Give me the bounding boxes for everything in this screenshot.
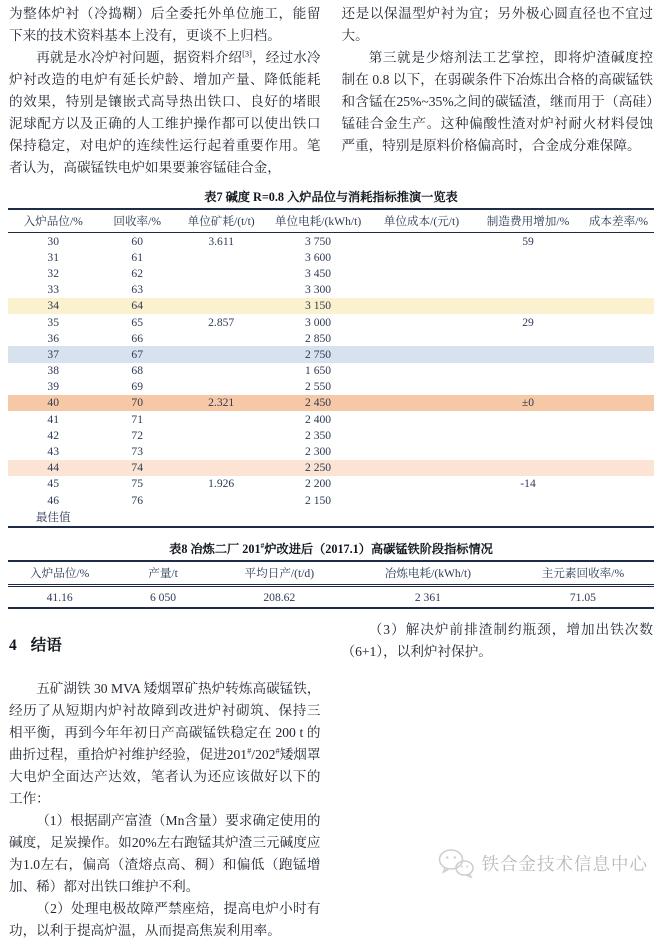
- table-row: [8, 265, 654, 281]
- table-cell: 42: [47, 428, 60, 442]
- table-cell: 67: [131, 347, 143, 361]
- table-cell: 3 450: [305, 266, 332, 280]
- table-cell: [583, 265, 654, 281]
- table-row: [8, 330, 654, 346]
- table-cell: [98, 508, 176, 527]
- table-cell: [370, 265, 473, 281]
- table-cell: [176, 508, 266, 527]
- table-cell: [176, 330, 266, 346]
- table-cell: [583, 427, 654, 443]
- table-cell: 73: [131, 445, 143, 459]
- table-cell: 36: [47, 331, 60, 345]
- table-cell: [176, 427, 266, 443]
- table8: [8, 560, 654, 609]
- paragraph: [9, 47, 321, 179]
- table-cell: [473, 249, 583, 265]
- table-cell: 41.16: [46, 590, 73, 604]
- table-row: [8, 460, 654, 476]
- table-cell: [473, 330, 583, 346]
- paragraph: [342, 3, 654, 47]
- table-cell: [370, 249, 473, 265]
- table-row: [8, 379, 654, 395]
- reference-superscript: [3]: [242, 48, 252, 59]
- text-run: ，经过水冷炉衬改造的电炉有延长炉龄、增加产量、降低能耗的效果，特别是镶嵌式高导热出铁口、良好的堵眼泥球配方以及正确的人工维护操作都可以使出铁口保持稳定，对电炉的连续性运行起着重要作用。笔者认为，高碳锰铁电炉如果要兼容锰硅合金，: [9, 50, 321, 175]
- table-cell: 68: [131, 364, 143, 378]
- table7: [8, 208, 654, 528]
- table-cell: [370, 314, 473, 330]
- table-cell: 65: [131, 315, 143, 329]
- table-row: [8, 508, 654, 527]
- table7-header: [8, 209, 654, 233]
- table-cell: [473, 282, 583, 298]
- wechat-icon: [437, 847, 475, 879]
- table-row: [8, 282, 654, 298]
- table-cell: [370, 508, 473, 527]
- table-cell: 30: [47, 234, 60, 248]
- table-row: [8, 492, 654, 508]
- table-cell: [370, 298, 473, 314]
- table-cell: 3 600: [305, 250, 332, 264]
- table-cell: 2.321: [208, 396, 235, 410]
- table-cell: [176, 298, 266, 314]
- table-cell: 2 750: [305, 347, 332, 361]
- table8-column-header: 平均日产/(t/d): [215, 561, 344, 586]
- table-cell: 76: [131, 493, 143, 507]
- table-cell: [583, 363, 654, 379]
- table7-column-header: 单位矿耗/(t/t): [176, 209, 266, 233]
- text-run: 第三就是少熔剂法工艺掌控，即将炉渣碱度控制在 0.8 以下，在弱碳条件下冶炼出合格的高碳锰铁和含锰在25%~35%之间的碳锰渣，继而用于（高硅）锰硅合金生产。这种偏酸性渣对炉衬耐火材料侵蚀严重，特别是原料价格偏高时，合金成分难保障。: [341, 50, 653, 153]
- top-text-columns: [0, 0, 662, 179]
- table-cell: 45: [47, 477, 60, 491]
- table7-column-header: 回收率/%: [98, 209, 176, 233]
- text-run: /202: [251, 747, 276, 763]
- table-cell: 2 150: [305, 493, 332, 507]
- table-cell: 32: [47, 266, 60, 280]
- table-cell: 41: [47, 412, 60, 426]
- section-number: 4: [9, 637, 17, 655]
- table8-column-header: 产量/t: [111, 561, 214, 586]
- table-row: [8, 233, 654, 250]
- text-run: 还是以保温型炉衬为宜；另外极心圆直径也不宜过大。: [341, 6, 653, 43]
- table-cell: 3 300: [305, 283, 332, 297]
- table7-column-header: 单位成本/(元/t): [370, 209, 473, 233]
- table-cell: 3 000: [305, 315, 332, 329]
- table-cell: 71: [131, 412, 143, 426]
- table-cell: 34: [47, 299, 60, 313]
- table-cell: 2 550: [305, 380, 332, 394]
- table8-body: [8, 586, 654, 609]
- table-cell: 最佳值: [35, 511, 71, 525]
- table-cell: 38: [47, 364, 60, 378]
- table-cell: 1 650: [305, 364, 332, 378]
- table-cell: [176, 265, 266, 281]
- paragraph: [9, 678, 321, 810]
- table-cell: 74: [131, 461, 143, 475]
- table-cell: [370, 395, 473, 411]
- table-cell: [370, 476, 473, 492]
- table-cell: 2 361: [414, 590, 441, 604]
- paragraph: （3）解决炉前排渣制约瓶颈，增加出铁次数（6+1），以利炉衬保护。: [341, 622, 653, 660]
- table-cell: [176, 443, 266, 459]
- watermark-text: 铁合金技术信息中心: [481, 853, 648, 874]
- table-cell: [583, 233, 654, 250]
- table7-header-row: [8, 209, 654, 233]
- table-cell: 3 750: [305, 234, 332, 248]
- table-cell: [176, 379, 266, 395]
- table-cell: [583, 330, 654, 346]
- text-run: 再就是水冷炉衬问题，据资料介绍: [36, 50, 243, 65]
- table-cell: [370, 330, 473, 346]
- table-row: [8, 346, 654, 362]
- table-cell: 72: [131, 428, 143, 442]
- table-cell: 31: [47, 250, 60, 264]
- table8-column-header: 入炉品位/%: [8, 561, 111, 586]
- table-cell: [583, 492, 654, 508]
- table-cell: [583, 476, 654, 492]
- table-cell: 3.611: [208, 234, 234, 248]
- table-row: [8, 427, 654, 443]
- table-cell: 60: [131, 234, 143, 248]
- superscript: #: [247, 745, 252, 756]
- table-cell: 6 050: [149, 590, 177, 604]
- table-cell: [583, 411, 654, 427]
- table-cell: ±0: [521, 396, 535, 410]
- superscript: #: [260, 541, 265, 551]
- table-cell: 2 350: [305, 428, 332, 442]
- table-cell: [473, 379, 583, 395]
- text-run: 五矿湖铁 30 MVA 矮烟罩矿热炉转炼高碳锰铁，经历了从短期内炉衬故障到改进炉衬砌筑、保持三相平衡，再到今年年初日产高碳锰铁稳定在 200 t 的曲折过程，重拾炉衬维护经验，促进201: [9, 681, 321, 763]
- table8-header-row: [8, 561, 654, 586]
- table-cell: [583, 314, 654, 330]
- table-cell: [473, 363, 583, 379]
- table-row: [8, 443, 654, 459]
- conclusion-columns: [0, 619, 662, 942]
- table-cell: [583, 508, 654, 527]
- table8-header: [8, 561, 654, 586]
- table-cell: [473, 443, 583, 459]
- table-cell: [266, 508, 369, 527]
- table-row: [8, 395, 654, 411]
- table-cell: 2 850: [305, 331, 332, 345]
- table-cell: 71.05: [569, 590, 596, 604]
- text-run: 为整体炉衬（冷捣糊）后全委托外单位施工，能留下来的技术资料基本上没有，更谈不上归档。: [9, 6, 321, 43]
- table-row: [8, 411, 654, 427]
- table-cell: 66: [131, 331, 143, 345]
- table8-column-header: 主元素回收率/%: [512, 561, 654, 586]
- table-row: [8, 314, 654, 330]
- table-cell: 64: [131, 299, 143, 313]
- top-left-column: [9, 3, 321, 179]
- table-cell: [370, 379, 473, 395]
- section-heading: [9, 635, 321, 657]
- table-cell: [583, 395, 654, 411]
- table-row: [8, 363, 654, 379]
- footer-watermark: [437, 847, 649, 879]
- top-right-column: [342, 3, 654, 179]
- table-cell: 63: [131, 283, 143, 297]
- table-cell: 39: [47, 380, 60, 394]
- table-cell: 69: [131, 380, 143, 394]
- table-cell: 33: [47, 283, 60, 297]
- table-cell: [473, 411, 583, 427]
- paragraph: [342, 47, 654, 157]
- table-cell: [176, 411, 266, 427]
- table-cell: [583, 379, 654, 395]
- table8-value-row: [8, 586, 654, 609]
- table7-title: 表7 碱度 R=0.8 入炉品位与消耗指标推演一览表: [204, 190, 458, 204]
- table-cell: [370, 346, 473, 362]
- table-cell: [473, 492, 583, 508]
- table-cell: 62: [131, 266, 143, 280]
- table-cell: 2 250: [305, 461, 332, 475]
- table-cell: 59: [522, 234, 534, 248]
- table-cell: 61: [131, 250, 143, 264]
- conclusion-left-column: [9, 619, 321, 942]
- table-cell: [370, 492, 473, 508]
- table-cell: [473, 298, 583, 314]
- table7-column-header: 制造费用增加/%: [473, 209, 583, 233]
- table-cell: 2 300: [305, 445, 332, 459]
- table-row: [8, 249, 654, 265]
- table-cell: 43: [47, 445, 60, 459]
- table8-column-header: 冶炼电耗/(kWh/t): [344, 561, 512, 586]
- table8-title: [0, 540, 662, 557]
- paragraph: （1）根据副产富渣（Mn含量）要求确定使用的碱度，足炭操作。如20%左右跑锰其炉渣三元碱度应为1.0左右，偏高（渣熔点高、稠）和偏低（跑锰增加、稀）都对出铁口维护不利。: [9, 813, 321, 895]
- table-cell: 44: [47, 461, 60, 475]
- table-cell: 208.62: [263, 590, 296, 604]
- table7-column-header: 单位电耗/(kWh/t): [266, 209, 369, 233]
- table-cell: 2 200: [305, 477, 332, 491]
- table7-column-header: 入炉品位/%: [8, 209, 98, 233]
- table-cell: [370, 443, 473, 459]
- table-cell: [473, 346, 583, 362]
- table-cell: 46: [47, 493, 60, 507]
- table-cell: 70: [131, 396, 143, 410]
- table-cell: [583, 443, 654, 459]
- table-cell: [370, 363, 473, 379]
- table-cell: [473, 460, 583, 476]
- table-cell: [370, 411, 473, 427]
- table-cell: 37: [47, 347, 60, 361]
- table7-column-header: 成本差率/%: [583, 209, 654, 233]
- table-cell: [473, 427, 583, 443]
- table-cell: [583, 460, 654, 476]
- superscript: #: [275, 745, 280, 756]
- table-cell: [370, 427, 473, 443]
- table-cell: [176, 282, 266, 298]
- table-cell: [583, 249, 654, 265]
- table-cell: [583, 346, 654, 362]
- table-cell: 2 450: [305, 396, 332, 410]
- table-cell: -14: [520, 477, 536, 491]
- table-cell: [583, 298, 654, 314]
- table-cell: 40: [47, 396, 60, 410]
- table-cell: 2.857: [208, 315, 235, 329]
- table-cell: [176, 460, 266, 476]
- paragraph: [9, 3, 321, 47]
- table-row: [8, 298, 654, 314]
- table-cell: [583, 282, 654, 298]
- table-cell: [176, 249, 266, 265]
- paragraph: （2）处理电极故障严禁座焙，提高电炉小时有功，以利于提高炉温，从而提高焦炭利用率。: [9, 901, 321, 939]
- table-cell: [473, 265, 583, 281]
- table7-body: [8, 233, 654, 528]
- table-cell: 35: [47, 315, 60, 329]
- table-cell: [176, 363, 266, 379]
- section-title: 结语: [30, 637, 62, 655]
- table-cell: [473, 508, 583, 527]
- text-run: 炉改进后（2017.1）高碳锰铁阶段指标情况: [264, 542, 493, 557]
- table-cell: 2 400: [305, 412, 332, 426]
- table-cell: [176, 492, 266, 508]
- table-cell: [370, 233, 473, 250]
- table-cell: [370, 282, 473, 298]
- table-cell: 75: [131, 477, 143, 491]
- table-cell: 1.926: [208, 477, 235, 491]
- table-cell: 3 150: [305, 299, 332, 313]
- table-cell: [176, 346, 266, 362]
- conclusion-right-column: [342, 619, 654, 942]
- table-cell: 29: [522, 315, 534, 329]
- text-run: 表8 冶炼二厂 201: [169, 542, 261, 557]
- table-row: [8, 476, 654, 492]
- text-run: 矮烟罩大电炉全面达产达效，笔者认为还应该做好以下的工作：: [9, 747, 321, 807]
- table-cell: [370, 460, 473, 476]
